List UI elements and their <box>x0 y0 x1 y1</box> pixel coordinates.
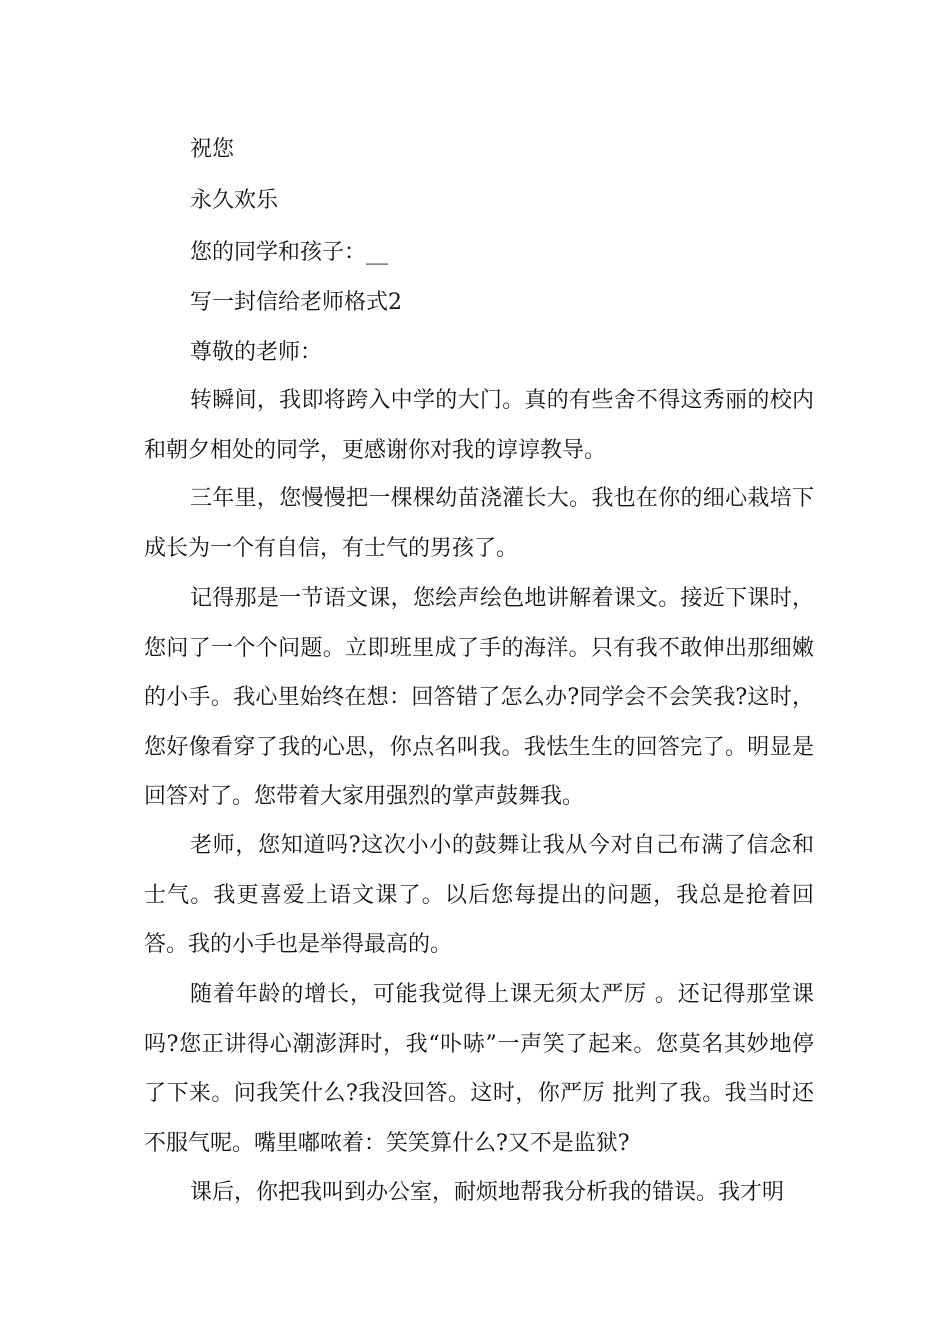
closing-wish: 祝您 <box>190 137 235 162</box>
paragraph: 课后，你把我叫到办公室，耐烦地帮我分析我的错误。我才明 <box>190 1180 785 1205</box>
paragraph: 随着年龄的增长，可能我觉得上课无须太严厉 。还记得那堂课吗?您正讲得心潮澎湃时，我“卟哧”一声笑了起来。您莫名其妙地停了下来。问我笑什么?我没回答。这时，你严厉 批判了我。我当时还不服气呢。嘴里嘟哝着：笑笑算什么?又不是监狱? <box>144 982 814 1156</box>
closing-blessing: 永久欢乐 <box>190 188 279 213</box>
paragraph: 记得那是一节语文课，您绘声绘色地讲解着课文。接近下课时，您问了一个个问题。立即班里成了手的海洋。只有我不敢伸出那细嫩的小手。我心里始终在想：回答错了怎么办?同学会不会笑我?这时，您好像看穿了我的心思，你点名叫我。我怯生生的回答完了。明显是回答对了。您带着大家用强烈的掌声鼓舞我。 <box>144 586 814 809</box>
letter-greeting: 尊敬的老师： <box>190 340 323 365</box>
closing-signature: 您的同学和孩子：__ <box>190 240 389 265</box>
paragraph: 转瞬间，我即将跨入中学的大门。真的有些舍不得这秀丽的校内和朝夕相处的同学，更感谢你对我的谆谆教导。 <box>144 388 814 463</box>
paragraph: 老师，您知道吗?这次小小的鼓舞让我从今对自己布满了信念和士气。我更喜爱上语文课了。以后您每提出的问题，我总是抢着回答。我的小手也是举得最高的。 <box>144 833 814 957</box>
section-title: 写一封信给老师格式2 <box>190 290 402 315</box>
paragraph: 三年里，您慢慢把一棵棵幼苗浇灌长大。我也在你的细心栽培下成长为一个有自信，有士气的男孩了。 <box>144 486 814 561</box>
